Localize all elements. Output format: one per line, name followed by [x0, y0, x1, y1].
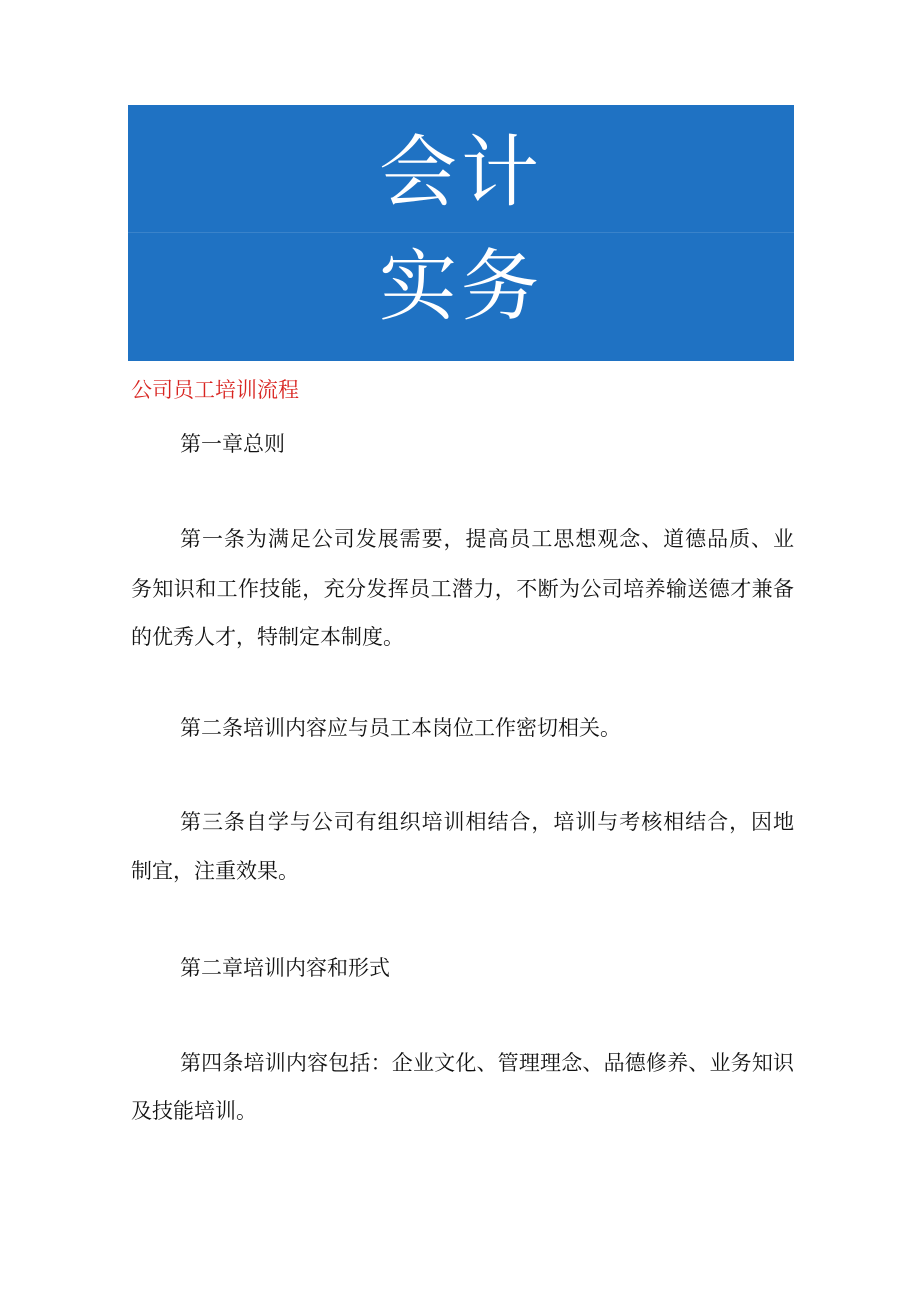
chapter-heading-2: 第二章培训内容和形式	[180, 956, 390, 980]
article-2: 第二条培训内容应与员工本岗位工作密切相关。	[180, 716, 621, 740]
document-title: 公司员工培训流程	[131, 378, 299, 402]
chapter-heading-1: 第一章总则	[180, 432, 285, 456]
article-4-line-1: 第四条培训内容包括：企业文化、管理理念、品德修养、业务知识	[180, 1051, 794, 1075]
cover-banner	[128, 105, 794, 361]
article-4-line-2: 及技能培训。	[131, 1099, 257, 1123]
article-1-line-1: 第一条为满足公司发展需要，提高员工思想观念、道德品质、业	[180, 527, 794, 551]
article-3-line-2: 制宜，注重效果。	[131, 859, 299, 883]
banner-title-line-2: 实务	[378, 242, 543, 332]
banner-title-line-1: 会计	[378, 128, 543, 218]
article-1-line-2: 务知识和工作技能，充分发挥员工潜力，不断为公司培养输送德才兼备	[131, 577, 794, 601]
article-1-line-3: 的优秀人才，特制定本制度。	[131, 625, 404, 649]
banner-divider	[128, 232, 794, 233]
article-3-line-1: 第三条自学与公司有组织培训相结合，培训与考核相结合，因地	[180, 810, 794, 834]
